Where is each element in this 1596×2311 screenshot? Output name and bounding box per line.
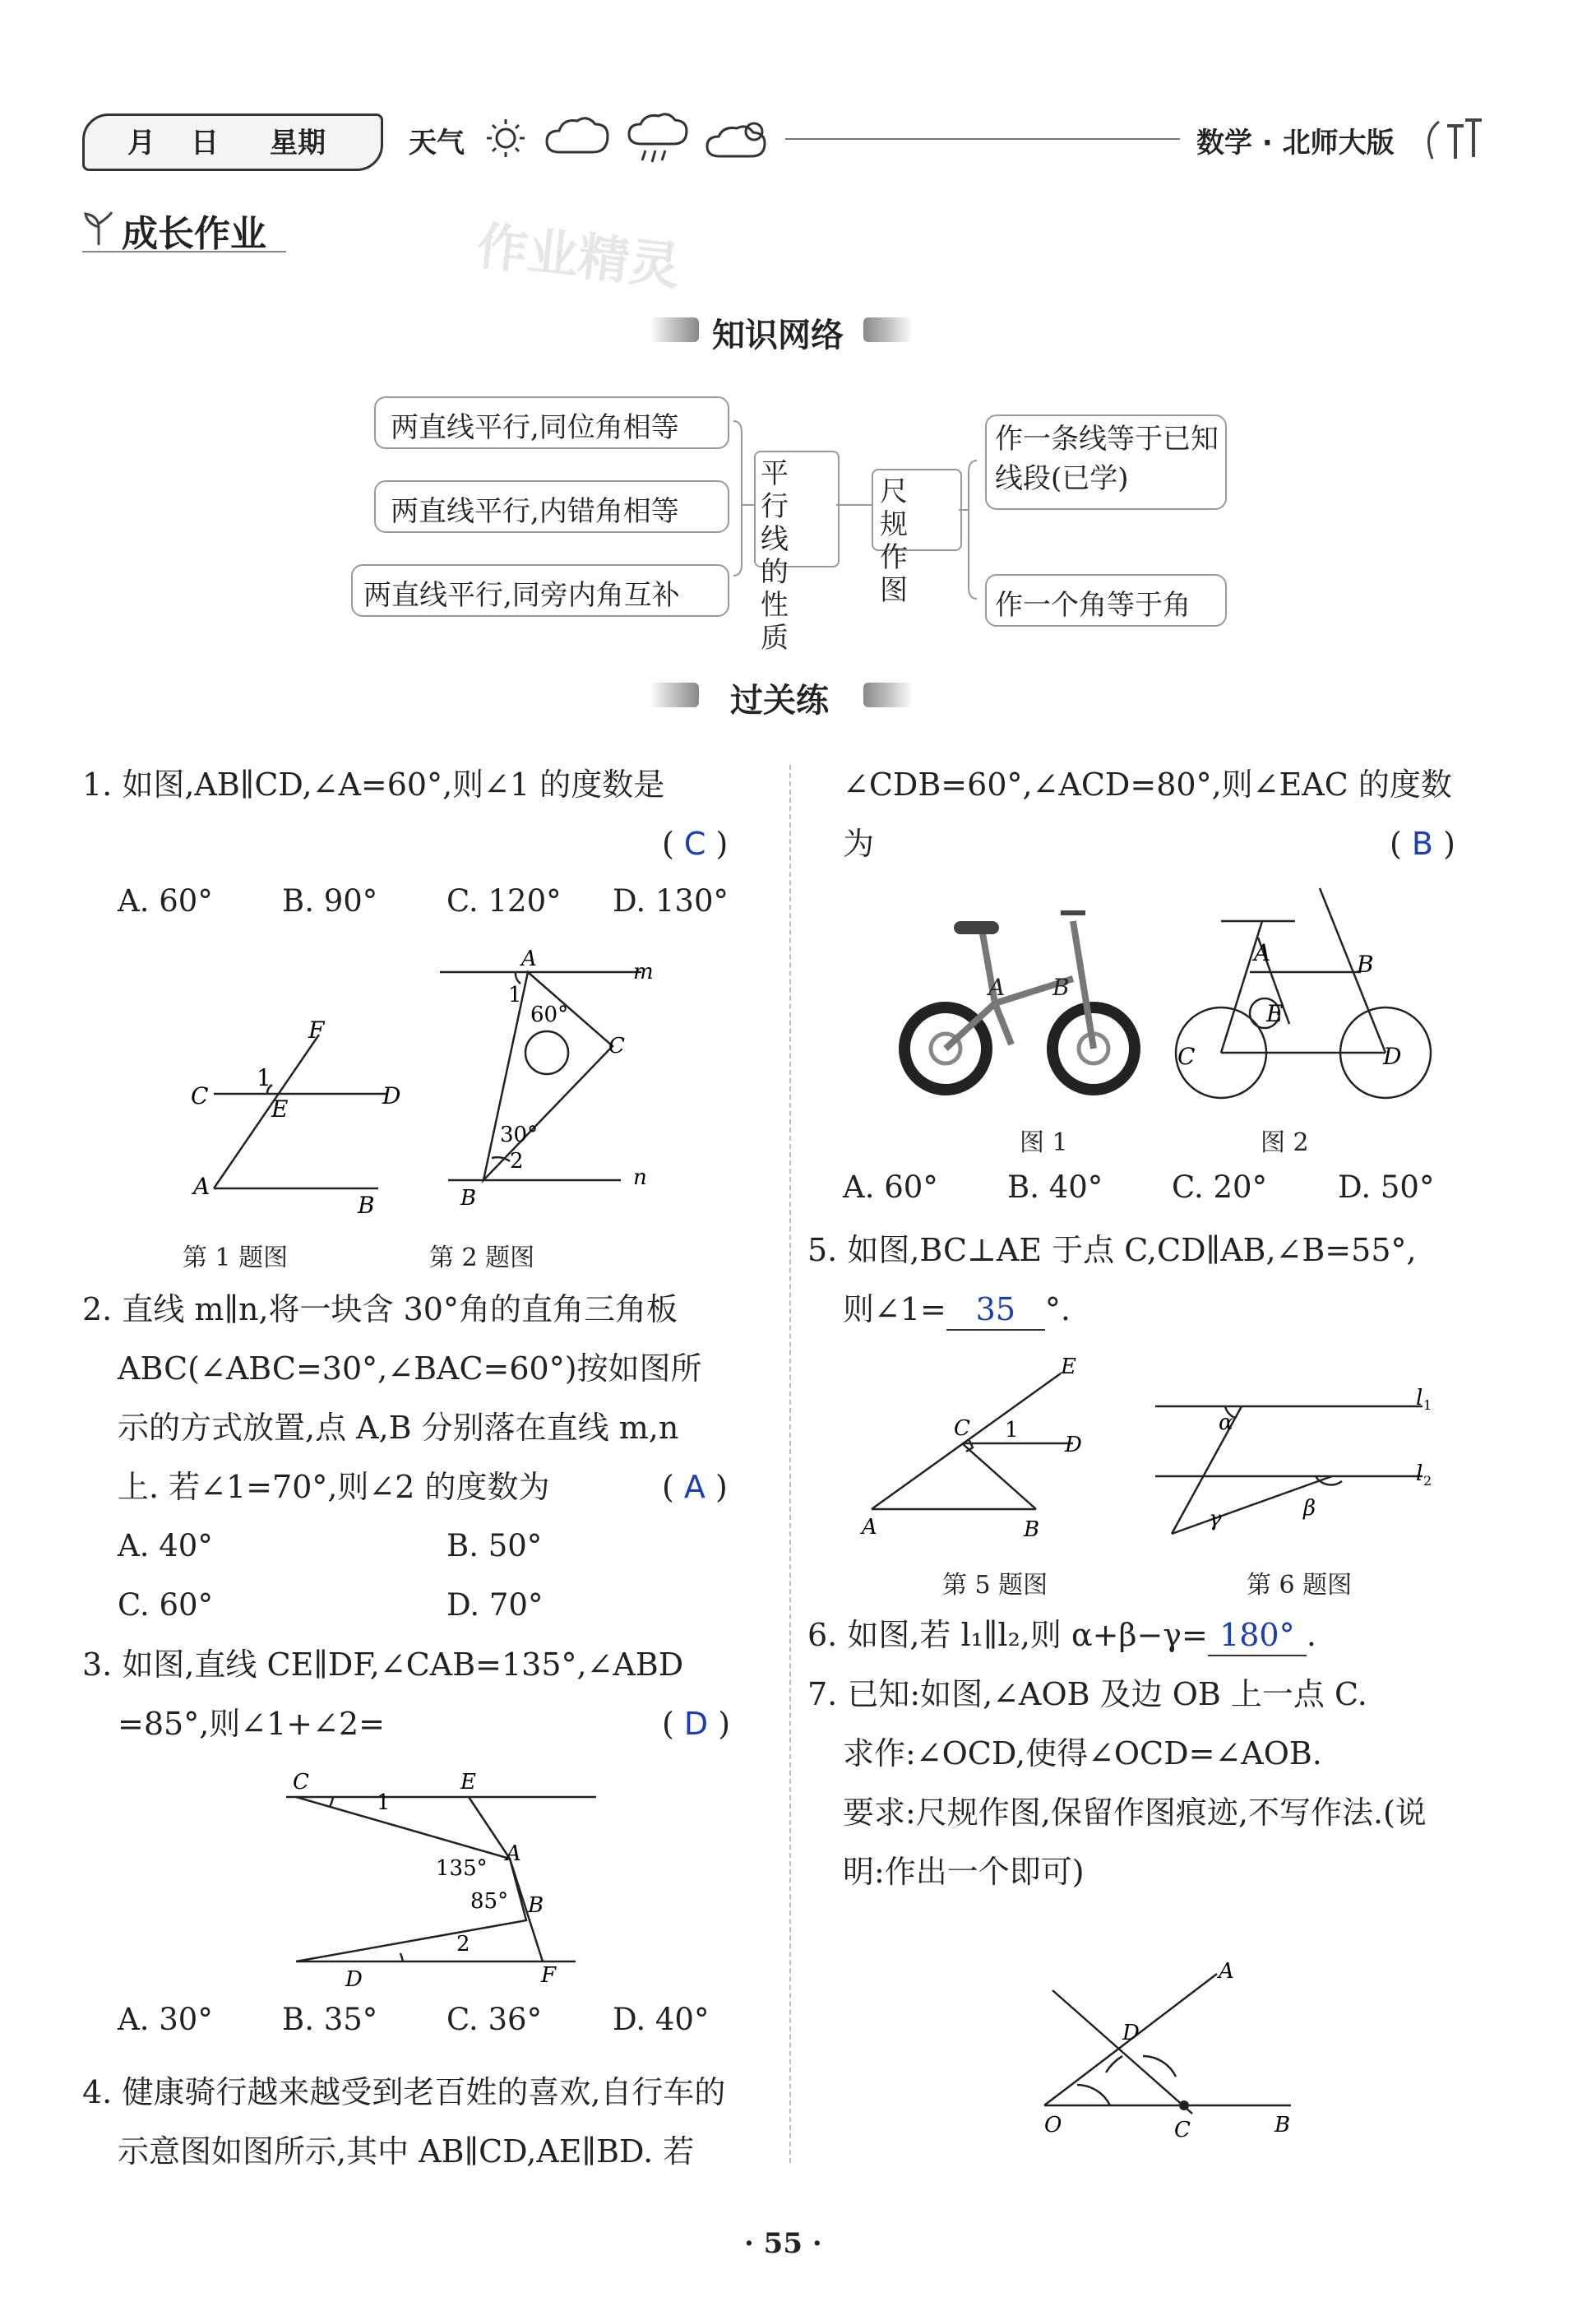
q3-line1: 3. 如图,直线 CE∥DF,∠CAB=135°,∠ABD <box>82 1646 684 1683</box>
svg-text:F: F <box>308 1017 325 1044</box>
svg-text:85°: 85° <box>470 1889 509 1914</box>
knowledge-title: 知识网络 <box>712 317 844 354</box>
q2-line1: 2. 直线 m∥n,将一块含 30°角的直角三角板 <box>82 1291 678 1327</box>
q4-fig1-caption: 图 1 <box>1020 1128 1068 1157</box>
q5-line2-prefix: 则∠1= <box>843 1291 946 1327</box>
svg-text:1: 1 <box>1423 1397 1432 1413</box>
knowledge-brackets <box>0 0 1596 658</box>
q1-option-d: D. 130° <box>613 883 729 919</box>
svg-text:D: D <box>1383 1043 1402 1070</box>
knowledge-right-2-text: 作一个角等于角 <box>995 589 1191 622</box>
svg-text:C: C <box>1174 2118 1191 2142</box>
q2-option-c: C. 60° <box>118 1587 214 1623</box>
column-divider <box>789 765 791 2163</box>
subject-label: 数学 · 北师大版 <box>1196 127 1395 160</box>
svg-text:E: E <box>460 1770 476 1795</box>
q7-line2: 求作:∠OCD,使得∠OCD=∠AOB. <box>843 1735 1322 1771</box>
q4-line3: ∠CDB=60°,∠ACD=80°,则∠EAC 的度数 <box>843 766 1452 803</box>
practice-title: 过关练 <box>730 682 829 720</box>
q1-answer-paren: ( C ) <box>662 826 729 862</box>
q4-bicycle-diagram <box>1159 880 1439 1102</box>
svg-text:C: C <box>954 1416 970 1441</box>
watermark: 作业精灵 <box>474 215 683 297</box>
q5-figure <box>855 1349 1102 1538</box>
svg-text:β: β <box>1303 1496 1316 1521</box>
practice-title-deco-right <box>863 683 913 707</box>
knowledge-left-3-text: 两直线平行,同旁内角互补 <box>363 579 680 612</box>
svg-text:2: 2 <box>510 1149 524 1174</box>
q1-figure <box>181 1003 419 1217</box>
q4-line1: 4. 健康骑行越来越受到老百姓的喜欢,自行车的 <box>82 2074 726 2110</box>
q2-figure-caption: 第 2 题图 <box>429 1243 535 1272</box>
q2-option-b: B. 50° <box>446 1528 543 1563</box>
svg-text:D: D <box>1065 1433 1082 1457</box>
q3-option-c: C. 36° <box>446 2002 543 2037</box>
q1-option-b: B. 90° <box>282 883 378 919</box>
q4-option-c: C. 20° <box>1172 1169 1268 1205</box>
q6-answer-blank: 180° <box>1208 1615 1307 1656</box>
q7-line3: 要求:尺规作图,保留作图痕迹,不写作法.(说 <box>843 1795 1427 1831</box>
q4-line4: 为 <box>843 826 875 862</box>
svg-text:1: 1 <box>257 1064 271 1091</box>
svg-text:B: B <box>1357 951 1374 978</box>
q2-option-d: D. 70° <box>446 1587 544 1623</box>
svg-text:E: E <box>271 1095 289 1123</box>
svg-text:E: E <box>1061 1355 1076 1379</box>
svg-text:A: A <box>193 1173 210 1200</box>
q6-figure <box>1151 1382 1447 1546</box>
q3-answer: D <box>683 1706 709 1742</box>
svg-text:2: 2 <box>1423 1473 1432 1489</box>
q4-bicycle-photo <box>896 888 1143 1102</box>
svg-text:2: 2 <box>456 1932 470 1957</box>
q3-line2: =85°,则∠1+∠2= <box>118 1706 385 1742</box>
svg-text:B: B <box>358 1192 375 1217</box>
q5-line2 <box>843 1280 1071 1339</box>
q5-line1: 5. 如图,BC⊥AE 于点 C,CD∥AB,∠B=55°, <box>807 1232 1417 1268</box>
q2-option-a: A. 40° <box>118 1528 213 1563</box>
q6-prefix: 6. 如图,若 l₁∥l₂,则 α+β−γ= <box>807 1617 1208 1653</box>
q7-figure <box>1028 1941 1324 2155</box>
q5-line2-suffix: °. <box>1044 1291 1071 1327</box>
q1-option-a: A. 60° <box>118 883 213 919</box>
q6-line <box>807 1605 1316 1665</box>
svg-text:A: A <box>862 1515 877 1538</box>
page-number: · 55 · <box>744 2227 822 2260</box>
svg-text:F: F <box>541 1963 557 1988</box>
svg-text:α: α <box>1219 1410 1233 1435</box>
svg-text:D: D <box>382 1082 401 1109</box>
day-label: 日 <box>191 127 219 160</box>
svg-text:D: D <box>345 1967 363 1992</box>
q2-line2: ABC(∠ABC=30°,∠BAC=60°)按如图所 <box>118 1350 702 1387</box>
knowledge-left-2-text: 两直线平行,内错角相等 <box>391 495 679 528</box>
q4-answer: B <box>1411 826 1433 862</box>
q2-line3: 示的方式放置,点 A,B 分别落在直线 m,n <box>118 1410 679 1446</box>
svg-text:C: C <box>191 1082 209 1109</box>
q3-figure <box>280 1760 608 1998</box>
svg-text:l: l <box>1416 1461 1423 1486</box>
svg-text:B: B <box>1052 974 1070 1001</box>
q5-figure-caption: 第 5 题图 <box>942 1571 1048 1600</box>
knowledge-center-1-text: 平行线的性质 <box>761 457 798 655</box>
knowledge-center-2-text: 尺规作图 <box>880 475 919 607</box>
svg-text:B: B <box>1024 1517 1040 1538</box>
svg-text:l: l <box>1416 1386 1423 1410</box>
q4-option-b: B. 40° <box>1007 1169 1103 1205</box>
q4-fig2-caption: 图 2 <box>1261 1128 1309 1157</box>
svg-text:C: C <box>293 1770 309 1795</box>
svg-text:B: B <box>460 1186 477 1211</box>
q2-answer-paren: ( A ) <box>662 1469 728 1505</box>
q3-option-d: D. 40° <box>613 2002 710 2037</box>
q4-option-a: A. 60° <box>843 1169 938 1205</box>
q5-answer-blank: 35 <box>946 1290 1045 1331</box>
svg-text:A: A <box>521 947 537 971</box>
q4-line2: 示意图如图所示,其中 AB∥CD,AE∥BD. 若 <box>118 2133 695 2170</box>
q7-line4: 明:作出一个即可) <box>843 1854 1085 1890</box>
svg-text:30°: 30° <box>500 1123 539 1147</box>
svg-text:C: C <box>608 1034 625 1058</box>
svg-text:60°: 60° <box>530 1003 569 1027</box>
practice-title-deco-left <box>650 683 699 707</box>
q3-answer-paren: ( D ) <box>662 1706 731 1742</box>
weekday-label: 星期 <box>270 127 326 160</box>
q2-line4: 上. 若∠1=70°,则∠2 的度数为 <box>118 1469 550 1505</box>
svg-text:135°: 135° <box>436 1856 488 1881</box>
svg-text:1: 1 <box>1005 1418 1019 1443</box>
svg-text:O: O <box>1044 2113 1062 2137</box>
q1-option-c: C. 120° <box>446 883 562 919</box>
q4-answer-paren: ( B ) <box>1390 826 1455 862</box>
svg-text:γ: γ <box>1209 1507 1222 1531</box>
svg-text:n: n <box>633 1165 647 1190</box>
svg-text:B: B <box>1274 2113 1291 2137</box>
svg-text:m: m <box>633 960 654 984</box>
weather-label: 天气 <box>409 127 465 160</box>
q6-suffix: . <box>1306 1617 1316 1653</box>
q4-option-d: D. 50° <box>1338 1169 1435 1205</box>
svg-text:A: A <box>506 1841 521 1866</box>
svg-text:C: C <box>1177 1043 1196 1070</box>
svg-text:A: A <box>1254 939 1271 966</box>
q3-option-b: B. 35° <box>282 2002 378 2037</box>
q2-answer: A <box>683 1469 705 1505</box>
q1-figure-caption: 第 1 题图 <box>183 1243 289 1272</box>
svg-text:B: B <box>528 1893 544 1918</box>
knowledge-left-1-text: 两直线平行,同位角相等 <box>391 411 679 444</box>
svg-text:A: A <box>1219 1959 1234 1984</box>
month-label: 月 <box>127 127 155 160</box>
q7-line1: 7. 已知:如图,∠AOB 及边 OB 上一点 C. <box>807 1676 1367 1712</box>
svg-text:1: 1 <box>377 1790 391 1815</box>
svg-text:1: 1 <box>508 983 522 1007</box>
q1-stem: 1. 如图,AB∥CD,∠A=60°,则∠1 的度数是 <box>82 766 665 803</box>
q3-option-a: A. 30° <box>118 2002 213 2037</box>
q6-figure-caption: 第 6 题图 <box>1247 1571 1353 1600</box>
section-title: 成长作业 <box>122 213 266 255</box>
svg-text:E: E <box>1266 1000 1284 1027</box>
q2-figure <box>436 946 674 1217</box>
knowledge-right-1-text: 作一条线等于已知线段(已学) <box>995 423 1219 495</box>
q1-answer: C <box>683 826 706 862</box>
svg-text:A: A <box>988 974 1006 1001</box>
svg-text:D: D <box>1122 2021 1140 2045</box>
